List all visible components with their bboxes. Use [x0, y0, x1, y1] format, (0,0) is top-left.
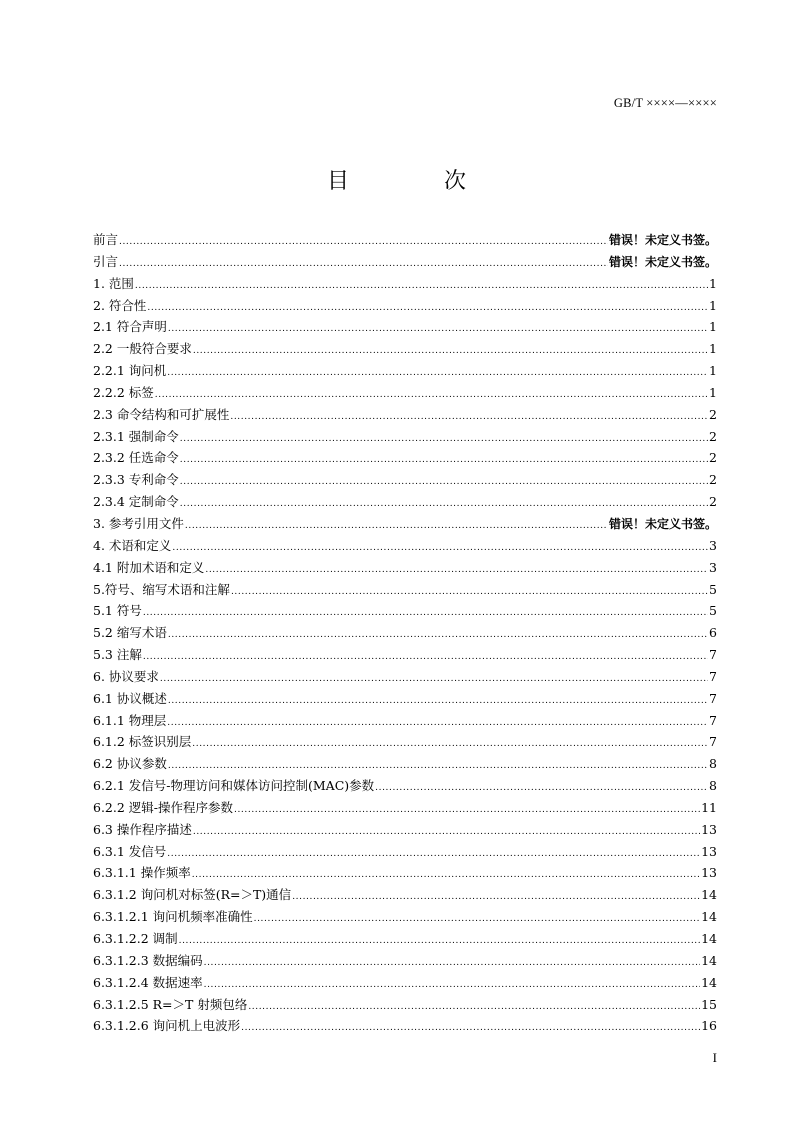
toc-entry-page: 2 — [709, 472, 717, 488]
toc-entry-label: 2.2 一般符合要求 — [93, 341, 192, 357]
toc-entry-label: 2. 符合性 — [93, 297, 147, 313]
toc-entry-page: 1 — [709, 363, 717, 379]
toc-entry-label: 2.2.2 标签 — [93, 384, 154, 400]
toc-dot-leader — [248, 997, 700, 1019]
toc-dot-leader — [375, 778, 708, 800]
toc-entry-page: 2 — [709, 428, 717, 444]
table-of-contents — [93, 229, 717, 1037]
toc-entry[interactable] — [93, 557, 717, 579]
toc-entry[interactable] — [93, 600, 717, 622]
toc-entry-label: 5.1 符号 — [93, 603, 142, 619]
toc-entry[interactable] — [93, 295, 717, 317]
toc-entry[interactable] — [93, 688, 717, 710]
toc-dot-leader — [160, 669, 708, 691]
toc-entry-label: 1. 范围 — [93, 275, 134, 291]
toc-entry[interactable] — [93, 382, 717, 404]
toc-entry-label: 4. 术语和定义 — [93, 537, 172, 553]
toc-dot-leader — [172, 538, 708, 560]
toc-entry-page: 15 — [701, 996, 717, 1012]
toc-entry-label: 6.1.2 标签识别层 — [93, 734, 192, 750]
toc-entry[interactable] — [93, 950, 717, 972]
toc-entry[interactable] — [93, 535, 717, 557]
toc-entry[interactable] — [93, 447, 717, 469]
toc-entry-label: 2.1 符合声明 — [93, 319, 167, 335]
toc-dot-leader — [168, 691, 708, 713]
toc-dot-leader — [119, 254, 608, 276]
toc-dot-leader — [135, 276, 708, 298]
toc-entry-label: 6.3.1 发信号 — [93, 843, 167, 859]
toc-entry-label: 4.1 附加术语和定义 — [93, 559, 205, 575]
toc-dot-leader — [180, 450, 708, 472]
toc-dot-leader — [168, 625, 708, 647]
toc-dot-leader — [167, 844, 700, 866]
toc-dot-leader — [204, 953, 700, 975]
toc-entry-label: 6.3.1.2.2 调制 — [93, 931, 178, 946]
toc-entry-label: 6.1 协议概述 — [93, 690, 167, 706]
toc-entry-label: 6.1.1 物理层 — [93, 712, 167, 728]
toc-dot-leader — [193, 341, 708, 363]
toc-entry[interactable] — [93, 273, 717, 295]
toc-dot-leader — [180, 429, 708, 451]
toc-entry-page: 错误！未定义书签。 — [608, 254, 717, 269]
toc-entry[interactable] — [93, 972, 717, 994]
toc-entry[interactable] — [93, 360, 717, 382]
toc-entry-page: 14 — [701, 931, 717, 946]
toc-entry-label: 3. 参考引用文件 — [93, 515, 184, 531]
toc-entry[interactable] — [93, 338, 717, 360]
toc-dot-leader — [185, 516, 608, 538]
toc-entry[interactable] — [93, 731, 717, 753]
toc-entry-label: 6.3.1.2.6 询问机上电波形 — [93, 1018, 241, 1034]
toc-entry[interactable] — [93, 819, 717, 841]
toc-entry[interactable] — [93, 906, 717, 928]
toc-dot-leader — [155, 385, 708, 407]
toc-entry-label: 6. 协议要求 — [93, 668, 159, 684]
toc-entry-page: 14 — [701, 952, 717, 968]
toc-dot-leader — [192, 734, 708, 756]
toc-dot-leader — [180, 494, 708, 516]
toc-entry[interactable] — [93, 862, 717, 884]
toc-entry-page: 1 — [709, 384, 717, 400]
standard-code: GB/T ××××—×××× — [613, 96, 717, 110]
toc-entry-page: 14 — [701, 909, 717, 925]
toc-entry-page: 7 — [709, 734, 717, 750]
toc-entry-page: 7 — [709, 690, 717, 706]
toc-entry-page: 7 — [709, 712, 717, 728]
toc-entry-page: 错误！未定义书签。 — [608, 516, 717, 531]
toc-entry-label: 2.3.4 定制命令 — [93, 494, 179, 510]
toc-entry[interactable] — [93, 841, 717, 863]
toc-entry[interactable] — [93, 884, 717, 906]
toc-entry-label: 6.2.2 逻辑-操作程序参数 — [93, 799, 234, 815]
toc-entry-page: 16 — [701, 1018, 717, 1034]
toc-dot-leader — [241, 1018, 700, 1040]
toc-entry-label: 6.3.1.2.1 询问机频率准确性 — [93, 909, 253, 925]
toc-entry-label: 引言 — [93, 253, 119, 269]
toc-entry-page: 3 — [709, 537, 717, 553]
page-title: 目 次 — [327, 169, 510, 194]
toc-dot-leader — [292, 887, 700, 909]
toc-dot-leader — [168, 319, 708, 341]
toc-entry[interactable] — [93, 710, 717, 732]
toc-dot-leader — [205, 560, 708, 582]
toc-dot-leader — [230, 407, 708, 429]
toc-entry-page: 2 — [709, 406, 717, 422]
toc-entry[interactable] — [93, 251, 717, 273]
toc-dot-leader — [179, 931, 700, 953]
toc-entry[interactable] — [93, 622, 717, 644]
toc-entry[interactable] — [93, 513, 717, 535]
toc-entry-page: 2 — [709, 494, 717, 510]
toc-entry-page: 11 — [701, 799, 717, 815]
toc-dot-leader — [143, 603, 708, 625]
toc-dot-leader — [180, 472, 708, 494]
toc-entry-label: 6.2 协议参数 — [93, 756, 167, 772]
toc-entry-page: 14 — [701, 887, 717, 903]
toc-entry[interactable] — [93, 994, 717, 1016]
toc-dot-leader — [119, 232, 608, 254]
toc-entry-label: 前言 — [93, 232, 119, 247]
toc-entry-label: 2.3.3 专利命令 — [93, 472, 179, 488]
toc-entry-label: 2.3.2 任选命令 — [93, 450, 179, 466]
toc-entry-label: 6.3.1.2.4 数据速率 — [93, 974, 203, 990]
toc-entry-page: 5 — [709, 603, 717, 619]
toc-entry-page: 1 — [709, 319, 717, 335]
toc-entry-page: 1 — [709, 341, 717, 357]
toc-entry-page: 错误！未定义书签。 — [608, 233, 717, 247]
toc-dot-leader — [193, 822, 700, 844]
toc-entry-page: 2 — [709, 450, 717, 466]
toc-entry[interactable] — [93, 797, 717, 819]
toc-entry[interactable] — [93, 775, 717, 797]
toc-entry[interactable] — [93, 1015, 717, 1037]
page-number: I — [712, 1050, 717, 1065]
toc-entry-page: 1 — [709, 275, 717, 291]
toc-entry-page: 13 — [701, 865, 717, 881]
toc-dot-leader — [234, 800, 700, 822]
toc-entry-label: 5.3 注解 — [93, 647, 142, 663]
toc-dot-leader — [167, 713, 708, 735]
toc-entry-label: 6.3.1.2.3 数据编码 — [93, 952, 203, 968]
toc-entry-label: 6.3.1.2.5 R=＞T 射频包络 — [93, 996, 248, 1012]
toc-entry[interactable] — [93, 426, 717, 448]
toc-entry-label: 6.3 操作程序描述 — [93, 821, 192, 837]
toc-dot-leader — [143, 647, 708, 669]
toc-entry[interactable] — [93, 579, 717, 601]
toc-entry[interactable] — [93, 666, 717, 688]
toc-entry-label: 5.2 缩写术语 — [93, 625, 167, 641]
toc-entry-label: 2.3.1 强制命令 — [93, 428, 179, 444]
toc-entry[interactable] — [93, 491, 717, 513]
toc-dot-leader — [167, 363, 708, 385]
toc-entry-page: 3 — [709, 559, 717, 575]
toc-entry-label: 2.3 命令结构和可扩展性 — [93, 406, 230, 422]
toc-entry[interactable] — [93, 644, 717, 666]
toc-dot-leader — [147, 298, 708, 320]
toc-dot-leader — [204, 975, 700, 997]
toc-entry[interactable] — [93, 404, 717, 426]
toc-dot-leader — [231, 582, 708, 604]
toc-entry[interactable] — [93, 753, 717, 775]
toc-entry-label: 5.符号、缩写术语和注解 — [93, 581, 230, 597]
toc-entry[interactable] — [93, 316, 717, 338]
toc-entry-page: 7 — [709, 668, 717, 684]
toc-entry-label: 2.2.1 询问机 — [93, 363, 167, 379]
toc-entry-page: 7 — [709, 647, 717, 663]
toc-entry-page: 8 — [709, 756, 717, 772]
toc-entry-page: 1 — [709, 297, 717, 313]
toc-entry-page: 14 — [701, 974, 717, 990]
toc-entry-page: 6 — [709, 625, 717, 641]
toc-entry-label: 6.2.1 发信号-物理访问和媒体访问控制(MAC)参数 — [93, 778, 375, 794]
toc-dot-leader — [254, 909, 700, 931]
toc-entry-page: 8 — [709, 778, 717, 794]
toc-entry-page: 13 — [701, 843, 717, 859]
toc-entry-page: 13 — [701, 821, 717, 837]
toc-entry-label: 6.3.1.2 询问机对标签(R=＞T)通信 — [93, 887, 292, 903]
toc-entry[interactable] — [93, 229, 717, 251]
toc-entry[interactable] — [93, 469, 717, 491]
toc-entry-page: 5 — [709, 581, 717, 597]
toc-entry[interactable] — [93, 928, 717, 950]
toc-entry-label: 6.3.1.1 操作频率 — [93, 865, 191, 881]
